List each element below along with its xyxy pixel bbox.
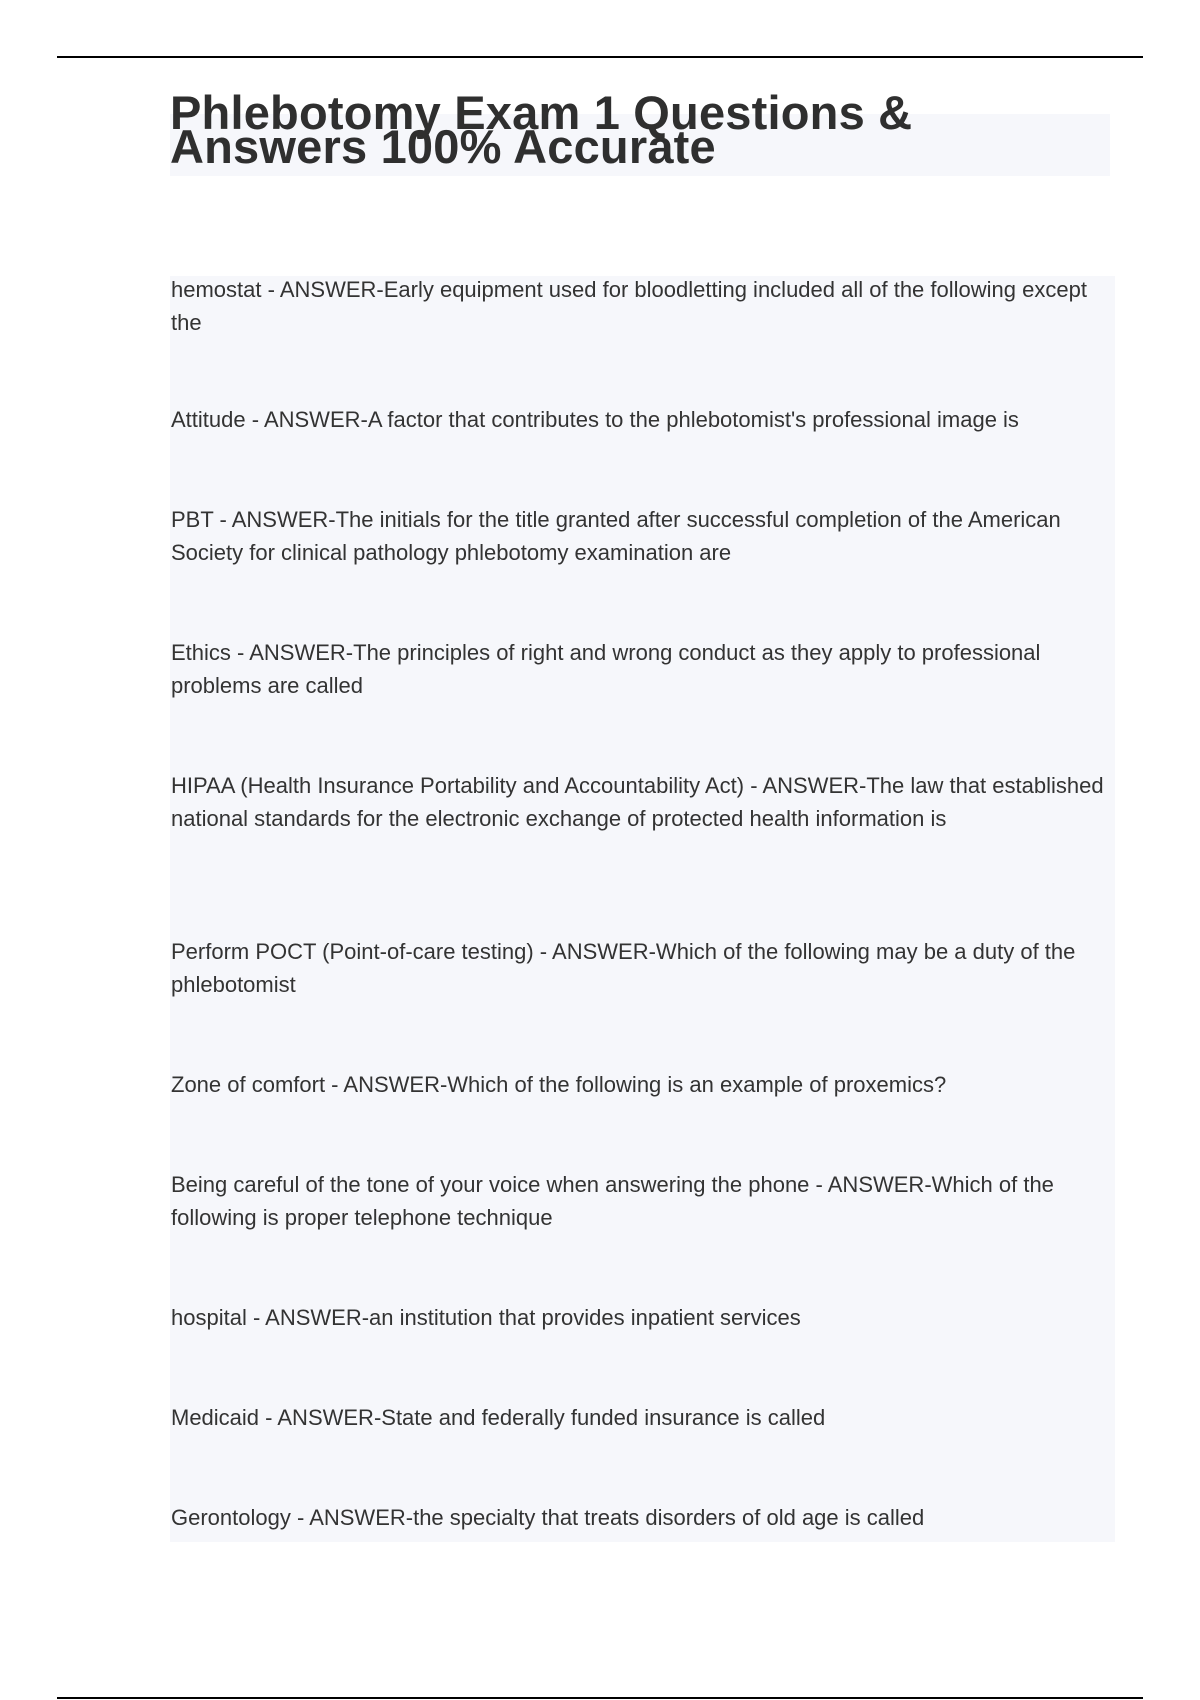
- qa-item: hospital - ANSWER-an institution that provides inpatient services: [171, 1305, 801, 1330]
- qa-item: HIPAA (Health Insurance Portability and Accountability Act) - ANSWER-The law that established national standards for the electronic exchange of protected health information is: [171, 773, 1104, 831]
- bottom-rule: [57, 1697, 1143, 1699]
- qa-item: Medicaid - ANSWER-State and federally funded insurance is called: [171, 1405, 826, 1430]
- qa-item: Ethics - ANSWER-The principles of right and wrong conduct as they apply to professional problems are called: [171, 640, 1041, 698]
- document-title: Phlebotomy Exam 1 Questions & Answers 100% Accurate: [170, 86, 913, 173]
- qa-item: hemostat - ANSWER-Early equipment used for bloodletting included all of the following except the: [171, 277, 1087, 335]
- qa-item: Zone of comfort - ANSWER-Which of the following is an example of proxemics?: [171, 1072, 947, 1097]
- qa-item: Gerontology - ANSWER-the specialty that treats disorders of old age is called: [171, 1505, 925, 1530]
- qa-highlight: [170, 276, 1115, 1542]
- qa-item: Being careful of the tone of your voice when answering the phone - ANSWER-Which of the following is proper telephone technique: [171, 1172, 1054, 1230]
- qa-item: Perform POCT (Point-of-care testing) - ANSWER-Which of the following may be a duty of the phlebotomist: [171, 939, 1076, 997]
- qa-item: PBT - ANSWER-The initials for the title granted after successful completion of the American Society for clinical pathology phlebotomy examination are: [171, 507, 1061, 565]
- qa-item: Attitude - ANSWER-A factor that contributes to the phlebotomist's professional image is: [171, 407, 1019, 432]
- top-rule: [57, 56, 1143, 58]
